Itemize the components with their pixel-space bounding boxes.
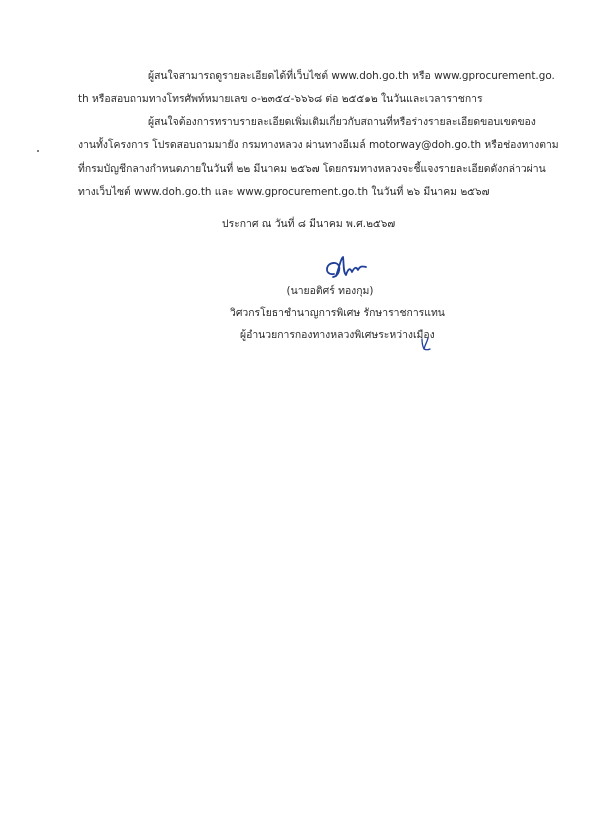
signer-position-2: ผู้อำนวยการกองทางหลวงพิเศษระหว่างเมือง (240, 329, 435, 341)
paragraph2-line2: งานทั้งโครงการ โปรดสอบถามมายัง กรมทางหลวง ผ่านทางอีเมล์ motorway@doh.go.th หรือช่องทางตาม (78, 139, 559, 151)
signer-position-1: วิศวกรโยธาชำนาญการพิเศษ รักษาราชการแทน (230, 307, 445, 319)
paragraph1-line2: th หรือสอบถามทางโทรศัพท์หมายเลข ๐-๒๓๕๔-๖๖๖๘ ต่อ ๒๕๕๑๒ ในวันและเวลาราชการ (78, 93, 483, 105)
paragraph2-line3: ที่กรมบัญชีกลางกำหนดภายในวันที่ ๒๒ มีนาคม ๒๕๖๗ โดยกรมทางหลวงจะชี้แจงรายละเอียดดังกล่าวผ่าน (78, 163, 546, 175)
paragraph2-line1: ผู้สนใจต้องการทราบรายละเอียดเพิ่มเติมเกี่ยวกับสถานที่หรือร่างรายละเอียดขอบเขตของ (148, 116, 536, 128)
scan-speck (37, 150, 39, 152)
signer-name: (นายอติศร์ ทองกุม) (286, 285, 374, 297)
paragraph1-line1: ผู้สนใจสามารถดูรายละเอียดได้ที่เว็บไซต์ www.doh.go.th หรือ www.gprocurement.go. (148, 70, 555, 82)
initial-mark (418, 336, 432, 352)
announcement-date: ประกาศ ณ วันที่ ๘ มีนาคม พ.ศ.๒๕๖๗ (222, 218, 396, 230)
paragraph2-line4: ทางเว็บไซต์ www.doh.go.th และ www.gprocurement.go.th ในวันที่ ๒๖ มีนาคม ๒๕๖๗ (78, 186, 490, 198)
signature-image (322, 254, 368, 284)
